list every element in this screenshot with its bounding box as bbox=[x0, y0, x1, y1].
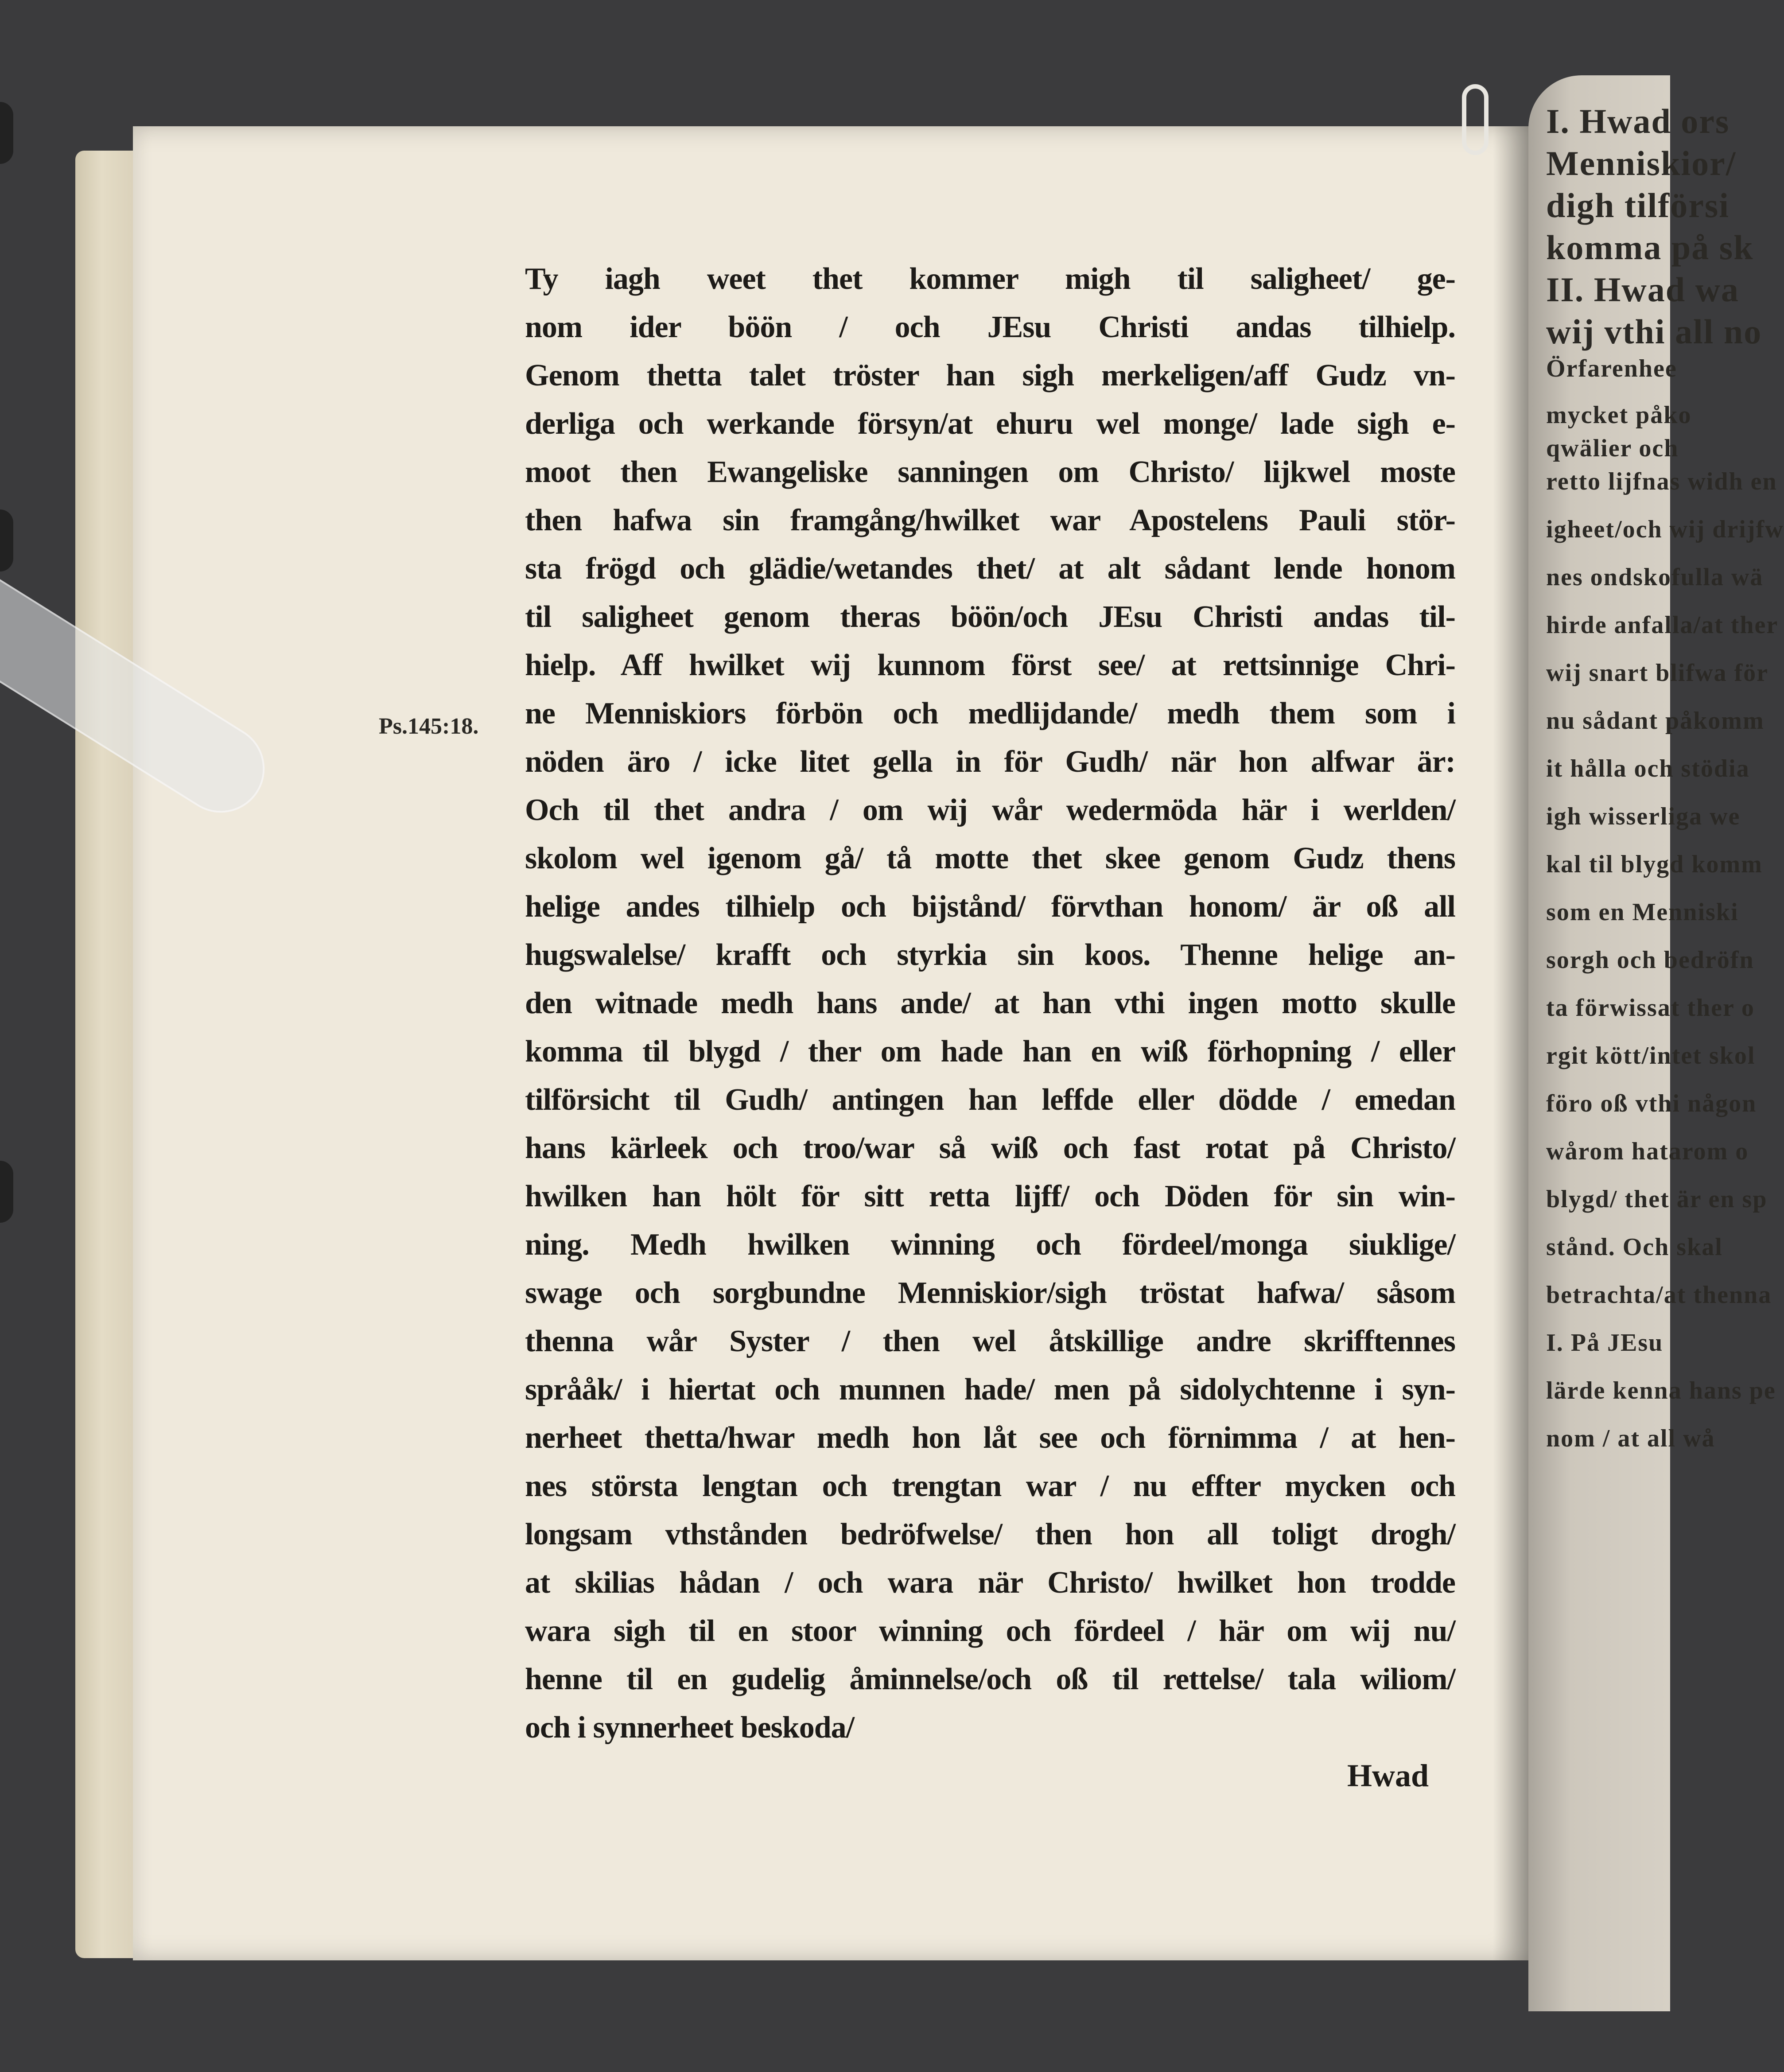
right-page-text-line: föro oß vthi någon bbox=[1546, 1090, 1757, 1117]
right-page-text-line: mycket påko bbox=[1546, 401, 1692, 429]
text-line: ne Menniskiors förbön och medlijdande/ medh them som i bbox=[525, 696, 1455, 731]
text-line: wara sigh til en stoor winning och fördeel / här om wij nu/ bbox=[525, 1614, 1455, 1648]
text-line: derliga och werkande försyn/at ehuru wel monge/ lade sigh e- bbox=[525, 407, 1455, 441]
right-page-text-line: blygd/ thet är en sp bbox=[1546, 1186, 1768, 1213]
page-stack-edge bbox=[75, 151, 142, 1958]
text-line: nöden äro / icke litet gella in för Gudh/ när hon alfwar är: bbox=[525, 745, 1455, 779]
catchword: Hwad bbox=[1347, 1758, 1429, 1793]
text-line: komma til blygd / ther om hade han en wiß förhopning / eller bbox=[525, 1034, 1455, 1069]
right-page-text-line: hirde anfalla/at ther bbox=[1546, 611, 1779, 639]
right-page-text-line: nes ondskofulla wä bbox=[1546, 564, 1764, 591]
book-clip bbox=[0, 509, 13, 571]
text-line: nom ider böön / och JEsu Christi andas tilhielp. bbox=[525, 310, 1455, 344]
text-line: den witnade medh hans ande/ at han vthi ingen motto skulle bbox=[525, 986, 1455, 1020]
text-line: nes största lengtan och trengtan war / nu effter mycken och bbox=[525, 1469, 1455, 1503]
right-page-text-line: digh tilförsi bbox=[1546, 186, 1730, 225]
right-page-text-line: sorgh och bedröfn bbox=[1546, 946, 1754, 974]
right-page-text-line: igh wisserliga we bbox=[1546, 803, 1741, 830]
text-line: at skilias hådan / och wara när Christo/ hwilket hon trodde bbox=[525, 1566, 1455, 1600]
text-line: hugswalelse/ krafft och styrkia sin koos. Thenne helige an- bbox=[525, 938, 1455, 972]
text-line: tilförsicht til Gudh/ antingen han leffde eller dödde / emedan bbox=[525, 1083, 1455, 1117]
right-page-text-line: I. På JEsu bbox=[1546, 1329, 1664, 1357]
text-line: hielp. Aff hwilket wij kunnom först see/ at rettsinnige Chri- bbox=[525, 648, 1455, 682]
text-line: ning. Medh hwilken winning och fördeel/monga siuklige/ bbox=[525, 1228, 1455, 1262]
text-line: Ty iagh weet thet kommer migh til saligheet/ ge- bbox=[525, 262, 1455, 296]
right-page-text-line: igheet/och wij drijfw bbox=[1546, 516, 1784, 543]
right-page-text-line: stånd. Och skal bbox=[1546, 1233, 1723, 1261]
text-line: hwilken han hölt för sitt retta lijff/ och Döden för sin win- bbox=[525, 1179, 1455, 1213]
text-line: hans kärleek och troo/war så wiß och fast rotat på Christo/ bbox=[525, 1131, 1455, 1165]
right-page-text-line: Örfarenhee bbox=[1546, 355, 1677, 382]
right-page-text-line: I. Hwad ors bbox=[1546, 102, 1730, 140]
right-page bbox=[1528, 75, 1784, 2011]
text-line: nerheet thetta/hwar medh hon låt see och förnimma / at hen- bbox=[525, 1421, 1455, 1455]
right-page-text-line: wij vthi all no bbox=[1546, 312, 1762, 351]
right-page-text-line: it hålla och stödia bbox=[1546, 755, 1750, 782]
body-text bbox=[525, 255, 1455, 1800]
text-line: moot then Ewangeliske sanningen om Christo/ lijkwel moste bbox=[525, 455, 1455, 489]
right-page-text-line: nom / at all wå bbox=[1546, 1425, 1715, 1452]
right-page-text-line: komma på sk bbox=[1546, 228, 1754, 267]
text-line: til saligheet genom theras böön/och JEsu Christi andas til- bbox=[525, 600, 1455, 634]
text-line: och i synnerheet beskoda/ bbox=[525, 1710, 855, 1745]
text-line: språåk/ i hiertat och munnen hade/ men på sidolychtenne i syn- bbox=[525, 1372, 1455, 1407]
book-clip bbox=[0, 102, 13, 164]
right-page-text-line: rgit kött/intet skol bbox=[1546, 1042, 1756, 1069]
binding-cord bbox=[1462, 84, 1489, 155]
text-line: henne til en gudelig åminnelse/och oß til rettelse/ tala wiliom/ bbox=[525, 1662, 1455, 1696]
right-page-text-line: kal til blygd komm bbox=[1546, 851, 1763, 878]
text-line: longsam vthstånden bedröfwelse/ then hon all toligt drogh/ bbox=[525, 1517, 1455, 1551]
right-page-text-line: wårom hatarom o bbox=[1546, 1138, 1749, 1165]
text-line: sta frögd och glädie/wetandes thet/ at alt sådant lende honom bbox=[525, 552, 1455, 586]
right-page-text-line: som en Menniski bbox=[1546, 898, 1739, 926]
right-page-text-line: Menniskior/ bbox=[1546, 144, 1737, 183]
text-line: Och til thet andra / om wij wår wedermöda här i werlden/ bbox=[525, 793, 1455, 827]
right-page-text-line: ta förwissat ther o bbox=[1546, 994, 1755, 1022]
book-clip bbox=[0, 1161, 13, 1223]
text-line: swage och sorgbundne Menniskior/sigh tröstat hafwa/ såsom bbox=[525, 1276, 1455, 1310]
right-page-text-line: retto lijfnas widh en bbox=[1546, 468, 1777, 495]
text-line: then hafwa sin framgång/hwilket war Apostelens Pauli stör- bbox=[525, 503, 1455, 537]
right-page-text-line: II. Hwad wa bbox=[1546, 270, 1739, 309]
right-page-text-line: nu sådant påkomm bbox=[1546, 707, 1765, 735]
text-line: skolom wel igenom gå/ tå motte thet skee genom Gudz thens bbox=[525, 841, 1455, 875]
right-page-text-line: wij snart blifwa för bbox=[1546, 659, 1768, 687]
right-page-text-line: lärde kenna hans pe bbox=[1546, 1377, 1776, 1404]
text-line: helige andes tilhielp och bijstånd/ förvthan honom/ är oß all bbox=[525, 890, 1455, 924]
text-line: Genom thetta talet tröster han sigh merkeligen/aff Gudz vn- bbox=[525, 358, 1455, 393]
right-page-text-line: betrachta/at thenna bbox=[1546, 1281, 1772, 1309]
text-line: thenna wår Syster / then wel åtskillige andre skrifftennes bbox=[525, 1324, 1455, 1358]
right-page-text-line: qwälier och bbox=[1546, 435, 1679, 462]
margin-note-psalm-reference: Ps.145:18. bbox=[379, 714, 479, 739]
